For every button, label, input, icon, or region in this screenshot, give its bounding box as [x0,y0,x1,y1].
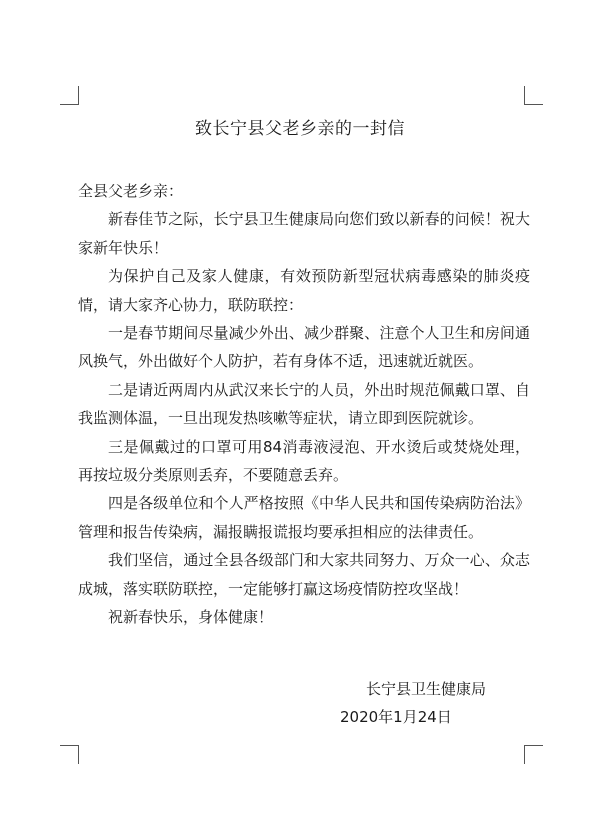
paragraph: 三是佩戴过的口罩可用84消毒液浸泡、开水烫后或焚烧处理，再按垃圾分类原则丢弃，不要随意丢弃。 [78,437,530,485]
paragraph: 一是春节期间尽量减少外出、减少群聚、注意个人卫生和房间通风换气，外出做好个人防护，若有身体不适，迅速就近就医。 [78,324,530,371]
paragraph: 我们坚信，通过全县各级部门和大家共同努力、万众一心、众志成城，落实联防联控，一定能够打赢这场疫情防控攻坚战！ [78,551,530,598]
paragraph: 新春佳节之际，长宁县卫生健康局向您们致以新春的问候！祝大家新年快乐！ [78,210,530,257]
paragraph: 祝新春快乐，身体健康！ [108,608,274,627]
letter-date: 2020年1月24日 [340,708,452,726]
crop-mark-bottom-left [60,745,79,764]
paragraph: 为保护自己及家人健康，有效预防新型冠状病毒感染的肺炎疫情，请大家齐心协力，联防联控： [78,267,530,314]
crop-mark-top-right [524,86,543,105]
signature: 长宁县卫生健康局 [366,680,487,698]
crop-mark-top-left [60,86,79,105]
paragraph: 二是请近两周内从武汉来长宁的人员，外出时规范佩戴口罩、自我监测体温，一旦出现发热咳嗽等症状，请立即到医院就诊。 [78,380,530,428]
letter-title: 致长宁县父老乡亲的一封信 [195,119,405,139]
crop-mark-bottom-right [524,745,543,764]
salutation: 全县父老乡亲： [78,182,184,200]
letter-body [78,177,530,632]
paragraph: 四是各级单位和个人严格按照《中华人民共和国传染病防治法》管理和报告传染病，漏报瞒报谎报均要承担相应的法律责任。 [78,494,530,541]
